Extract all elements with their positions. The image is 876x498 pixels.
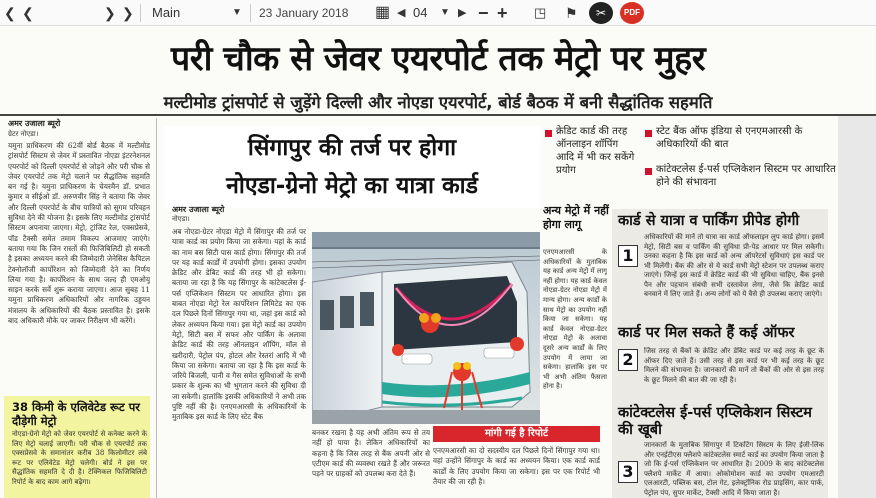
bullet-marker <box>645 168 652 175</box>
plus-icon[interactable]: + <box>497 3 508 23</box>
yellow-sidebar-box <box>4 396 150 498</box>
chevron-right-icon[interactable]: ❯ <box>122 5 134 21</box>
pdf-icon[interactable]: PDF <box>620 2 644 24</box>
report-requested-banner: मांगी गई है रिपोर्ट <box>433 426 600 442</box>
left-dateline: ग्रेटर नोएडा। <box>8 130 39 138</box>
chevron-right-icon[interactable]: ▶ <box>458 7 467 19</box>
info-section-number: 1 <box>618 245 638 267</box>
edition-select[interactable]: Main <box>152 5 181 20</box>
info-section-title: कार्ड से यात्रा व पार्किंग प्रीपेड होगी <box>618 213 800 229</box>
chevron-down-icon[interactable]: ▼ <box>440 7 450 18</box>
yellow-box-title: 38 किमी के एलिवेटेड रूट पर दौड़ेगी मेट्रो <box>12 400 140 428</box>
bookmark-add-icon[interactable]: ⚑ <box>565 5 578 21</box>
page-subheadline: मल्टीमोड ट्रांसपोर्ट से जुड़ेंगे दिल्ली और नोएडा एयरपोर्ट, बोर्ड बैठक में बनी सैद्धांतिक सहमति <box>163 93 713 112</box>
side-story-title: अन्य मेट्रो में नहीं होगा लागू <box>543 204 609 231</box>
chevron-left-icon[interactable]: ❮ <box>22 5 34 21</box>
page-headline: परी चौक से जेवर एयरपोर्ट तक मेट्रो पर मुहर <box>170 39 706 79</box>
main-story-title-line1: सिंगापुर की तर्ज पर होगा <box>247 135 457 161</box>
viewer-toolbar <box>0 0 876 26</box>
info-panel <box>612 209 828 498</box>
side-story-body: एनएमआरसी के अधिकारियों के मुताबिक यह कार्ड अन्य मेट्रो में लागू नहीं होगा। यह कार्ड केवल नोएडा-ग्रेटर नोएडा मेट्रो में मान्य होगा। अन्य कार्डों के साथ मेट्रो का उपयोग नहीं किया जा सकेगा। यह कार्ड केवल नोएडा-ग्रेटर नोएडा मेट्रो के अलावा दूसरे अन्य कार्डों के लिए उपयोग में लाया जा सकेगा। हालांकि इस पर भी अभी अंतिम फैसला होना है। <box>543 248 607 391</box>
bottom-column-text: बनकर रखना है यह अभी अंतिम रूप से तय नहीं हो पाया है। लेकिन अधिकारियों का कहना है कि जिस तरह से बैंक अपनी ओर से एटीएम कार्ड की व्यवस्था रखते हैं और जरूरत पड़ने पर ग्राहकों को उपलब्ध करा देते हैं। <box>312 428 430 479</box>
date-field[interactable]: 23 January 2018 <box>259 6 349 20</box>
headline-rule <box>0 114 876 116</box>
chevron-down-icon[interactable]: ▼ <box>232 7 242 18</box>
bullet-marker <box>545 130 552 137</box>
yellow-box-body: नोएडा-ग्रेनो मेट्रो को जेवर एयरपोर्ट से कनेक्ट करने के लिए मेट्रो चलाई जाएगी। परी चौक से एयरपोर्ट तक एक्सप्रेसवे के समानांतर करीब 38 किलोमीटर लंबे रूट पर एलिवेटेड मेट्रो चलेगी। बोर्ड ने इस पर सैद्धांतिक सहमति दे दी है। टेक्निकल फिजिबिलिटी रिपोर्ट के बाद काम आगे बढ़ेगा। <box>12 430 147 486</box>
crop-icon[interactable]: ◳ <box>534 5 547 20</box>
bullet-marker <box>645 130 652 137</box>
page-margin <box>838 116 876 498</box>
info-section-number: 3 <box>618 461 638 483</box>
main-byline: अमर उजाला ब्यूरो <box>172 205 225 214</box>
toolbar-divider <box>140 4 141 22</box>
metro-train-photo <box>312 232 540 424</box>
info-section-title: कार्ड पर मिल सकते हैं कई ऑफर <box>618 325 795 341</box>
main-story-title-line2: नोएडा-ग्रेनो मेट्रो का यात्रा कार्ड <box>226 173 478 199</box>
toolbar-divider <box>250 4 251 22</box>
bullet-item: कांटेक्टलेस ई-पर्स एप्लिकेशन सिस्टम पर आधारित होने की संभावना <box>656 164 836 188</box>
chevron-left-icon[interactable]: ❮ <box>4 5 16 21</box>
info-section-title: कांटेक्टलेस ई-पर्स एप्लिकेशन सिस्टम की खूबी <box>618 405 812 438</box>
chevron-left-icon[interactable]: ◀ <box>397 7 406 19</box>
info-section-body: जिस तरह से बैंकों के क्रेडिट और डेबिट कार्ड पर कई तरह के छूट के ऑफर दिए जाते हैं। उसी तरह से इस कार्ड पर भी कई तरह के छूट मिलने की संभावना है। जानकारों की मानें तो बैंकों की ओर से इस तरह के छूट मिलने की बात की जा रही है। <box>644 347 824 384</box>
bullet-item: स्टेट बैंक ऑफ इंडिया से एनएमआरसी के अधिकारियों की बात <box>656 126 803 150</box>
page-number-select[interactable]: 04 <box>413 5 428 20</box>
newspaper-page <box>0 26 876 498</box>
main-story-title-box <box>163 126 541 208</box>
bullet-item: क्रेडिट कार्ड की तरह ऑनलाइन शॉपिंग आदि में भी कर सकेंगे प्रयोग <box>556 126 635 176</box>
bottom-column-text: एनएमआरसी का दो सदस्यीय दल पिछले दिनों सिंगापुर गया था। वहां उन्होंने सिंगापुर के कार्ड का अध्ययन किया। एक कार्ड कार्ड कार्डों के लिए उपयोग किया जा सकेगा। इस पर एक रिपोर्ट भी तैयार की जा रही है। <box>433 446 600 486</box>
main-dateline: नोएडा। <box>172 215 190 223</box>
chevron-right-icon[interactable]: ❯ <box>104 5 116 21</box>
scissors-icon[interactable]: ✂ <box>589 2 613 24</box>
calendar-icon[interactable]: ▦ <box>375 4 391 21</box>
left-column-body: यमुना प्राधिकरण की 62वीं बोर्ड बैठक में मल्टीमोड ट्रांसपोर्ट सिस्टम से जेवर में प्रस्तावित नोएडा इंटरनेशनल एयरपोर्ट को दिल्ली एयरपोर्ट से जोड़ने और परी चौक से जेवर एयरपोर्ट तक मेट्रो चलाने पर सैद्धांतिक सहमति बन गई है। यमुना प्राधिकरण के चेयरमैन डॉ. प्रभात कुमार व सीईओ डॉ. अरुणवीर सिंह ने बताया कि जेवर और दिल्ली एयरपोर्ट के बीच यात्रियों को सुगम परिवहन सुविधा देने की योजना है। इसके लिए मल्टीमोड ट्रांसपोर्ट सिस्टम अपनाया जाएगा। मेट्रो, ट्रांजिट रेल, एक्सप्रेसवे, पॉड टैक्सी समेत तमाम विकल्प आजमाए जाएंगे। बताया गया कि जिन रास्तों की फिजिबिलिटी हो सकती है इसका अध्ययन करने की जिम्मेदारी जेनेसिस कैपिटल टेक्नोलॉजी कार्पोरेशन को जिम्मेदारी देने का निर्णय लिया गया है। कार्पोरेशन के साथ जल्द ही एमओयू साइन करके सर्वे शुरू कराया जाएगा। आज सुबह 11 यमुना प्राधिकरण अधिकारियों और नागरिक उड्डयन मंत्रालय के अधिकारियों की बैठक प्रस्तावित है। इसके बाद अधिकारी मौके पर जाकर निरीक्षण भी करेंगे। <box>8 141 150 326</box>
column-divider <box>156 118 157 498</box>
left-byline: अमर उजाला ब्यूरो <box>8 119 61 128</box>
info-section-body: जानकारों के मुताबिक सिंगापुर में टिकटिंग सिस्टम के लिए ईजी-लिंक और एनईटीएस फ्लैशपे कांटेक्टलेस स्मार्ट कार्ड का उपयोग किया जाता है जो कि ई-पर्स एप्लिकेशन पर आधारित है। 2009 के बाद कांटेक्टलेस फ्लैशपे मार्केट में आया। ओकोमोशन कार्ड का उपयोग एमआरटी एलआरटी, पब्लिक बस, टोल गेट, इलेक्ट्रॉनिक रोड प्राइसिंग, कार पार्क, पेट्रोल पंप, सुपर मार्केट, टैक्सी आदि में किया जाता है। <box>644 441 824 497</box>
info-section-number: 2 <box>618 349 638 371</box>
info-section-body: अधिकारियों की मानें तो यात्रा का कार्ड ऑफलाइन लुप कार्ड होगा। इसमें मेट्रो, सिटी बस व पार्किंग की सुविधा प्री-पेड आधार पर मिल सकेगी। उनका कहना है कि इस कार्ड को अन्य ऑपरेटर्स सुविधाएं इस कार्ड पर भी मिलेंगी। बैंक की ओर से ये कार्ड सभी मेट्रो स्टेशन पर उपलब्ध कराए जाएंगे। जिन्हें इस कार्ड में क्रेडिट कार्ड की भी सुविधा चाहिए, बैंक इनसे पैन और पहचान संबंधी सभी दस्तावेज लेगा, जैसे कि क्रेडिट कार्ड बनवाने में लिए जाते हैं। अन्य लोगों को ये वैसे ही उपलब्ध कराए जाएंगे। <box>644 233 824 298</box>
minus-icon[interactable]: − <box>478 3 489 23</box>
main-story-body: अब नोएडा-ग्रेटर नोएडा मेट्रो में सिंगापुर की तर्ज पर यात्रा कार्ड का प्रयोग किया जा सकेगा। यहां के कार्ड का नाम बस सिटी पास कार्ड होगा। सिंगापुर की तर्ज पर यह कार्ड कार्डों में उपयोगी होगा। इसका उपयोग क्रेडिट और डेबिट कार्ड की तरह भी हो सकेगा। बताया जा रहा है कि यह सिंगापुर के कांटेक्टलेस ई-पर्स एप्लिकेशन सिस्टम पर आधारित होगा। इस बाबत नोएडा मेट्रो रेल कार्पोरेशन लिमिटेड का एक दल पिछले दिनों सिंगापुर गया था, जहां इस कार्ड को लेकर अध्ययन किया गया। इस मेट्रो कार्ड का उपयोग मेट्रो, सिटी बस में सफर और पार्किंग के अलावा क्रेडिट कार्ड की तरह ऑनलाइन शॉपिंग, मॉल से खरीदारी, पेट्रोल पंप, होटल और रेस्तरां आदि में भी किया जा सकेगा। बताया जा रहा है कि इस कार्ड के जरिये बिजली, पानी व गैस समेत सुविधाओं के सभी प्रकार के शुल्क का भी भुगतान करने की सुविधा दी जा सकेगी। हालांकि इसकी अधिकारियों ने अभी तक पुष्टि नहीं की है। एनएमआरसी के अधिकारियों के मुताबिक इस कार्ड के लिए स्टेट बैंक <box>172 227 306 422</box>
